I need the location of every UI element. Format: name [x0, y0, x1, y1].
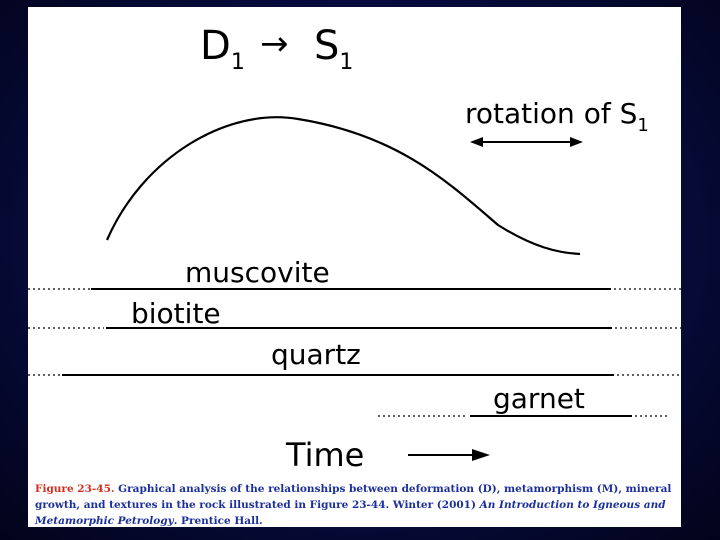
title-s: S: [314, 23, 340, 69]
caption-text: Graphical analysis of the relationships between deformation (D), metamorphism (M), mineral growth, and textures in the rock illustrated in Figure 23-44. Winter (2001): [35, 483, 672, 511]
mineral-label-muscovite: muscovite: [185, 256, 330, 289]
rotation-label-text: rotation of S: [465, 97, 638, 130]
caption-figure-number: Figure 23-45.: [35, 483, 115, 495]
time-label: Time: [286, 436, 365, 474]
deformation-curve: [107, 117, 580, 254]
metamorphic-history-diagram: [28, 7, 681, 527]
title-d-subscript: 1: [230, 50, 245, 75]
caption-book-title: An Introduction to Igneous and Metamorphic Petrology: [35, 499, 666, 527]
caption-publisher: . Prentice Hall.: [173, 515, 263, 527]
diagram-title: [200, 23, 353, 75]
rotation-double-arrow: [470, 137, 583, 147]
time-arrow: [408, 449, 490, 461]
rotation-label-subscript: 1: [637, 115, 649, 136]
svg-text:S1: [314, 23, 353, 75]
title-d: D: [200, 23, 231, 69]
svg-text:D1: [200, 23, 245, 75]
slide-panel: [28, 7, 681, 527]
mineral-label-biotite: biotite: [131, 297, 221, 330]
rotation-label: [465, 97, 649, 136]
title-arrow: →: [260, 24, 289, 64]
title-s-subscript: 1: [339, 50, 354, 75]
mineral-label-quartz: quartz: [271, 338, 361, 371]
figure-caption: [35, 481, 675, 529]
mineral-label-garnet: garnet: [493, 382, 585, 415]
